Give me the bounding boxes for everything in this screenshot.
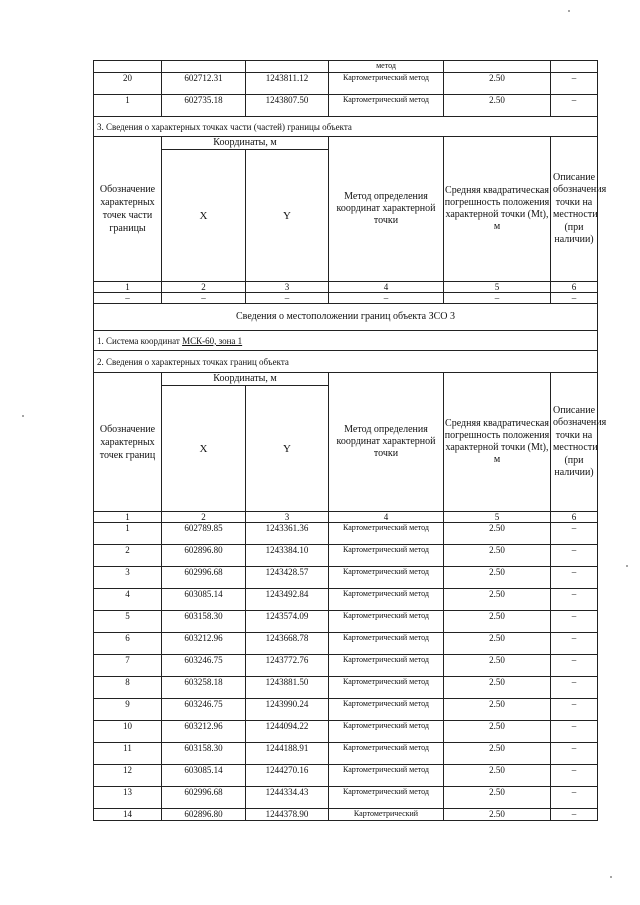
accuracy-cell: 2.50 (444, 633, 551, 655)
table-row (94, 809, 598, 821)
table-row (94, 765, 598, 787)
accuracy-cell: 2.50 (444, 73, 551, 95)
description-cell: – (551, 567, 598, 589)
accuracy-cell: 2.50 (444, 589, 551, 611)
method-cell: Картометрический метод (329, 765, 444, 787)
description-cell: – (551, 611, 598, 633)
empty-cell: – (246, 293, 329, 304)
method-cell: Картометрический метод (329, 743, 444, 765)
method-cell: Картометрический метод (329, 699, 444, 721)
table-row (94, 787, 598, 809)
coord-x-cell: 602996.68 (162, 787, 246, 809)
col-num-2: 2 (162, 282, 246, 293)
scan-speck (568, 10, 570, 12)
col-num-3: 3 (246, 282, 329, 293)
col-num-6: 6 (551, 282, 598, 293)
method-cell: Картометрический (329, 809, 444, 821)
coordinate-system-label: 1. Система координат (97, 335, 180, 346)
coord-x-cell: 603085.14 (162, 589, 246, 611)
coord-x-cell: 602712.31 (162, 73, 246, 95)
section-3-title: 3. Сведения о характерных точках части (частей) границы объекта (94, 117, 598, 137)
accuracy-cell: 2.50 (444, 567, 551, 589)
header-x: X (162, 386, 246, 512)
header-accuracy: Средняя квадратическая погрешность положения характерной точки (Mt), м (444, 373, 551, 512)
header-method: Метод определения координат характерной точки (329, 137, 444, 282)
coord-x-cell: 603246.75 (162, 699, 246, 721)
point-number-cell: 6 (94, 633, 162, 655)
coordinate-system (94, 331, 598, 351)
coord-x-cell: 602996.68 (162, 567, 246, 589)
point-number-cell: 2 (94, 545, 162, 567)
description-cell (551, 61, 598, 73)
table-row (94, 633, 598, 655)
empty-cell: – (551, 293, 598, 304)
col-num-1: 1 (94, 282, 162, 293)
coord-y-cell (246, 61, 329, 73)
description-cell: – (551, 633, 598, 655)
scan-speck (22, 415, 24, 417)
accuracy-cell: 2.50 (444, 545, 551, 567)
coord-x-cell: 603158.30 (162, 611, 246, 633)
table-row (94, 721, 598, 743)
empty-cell: – (329, 293, 444, 304)
table-row (94, 589, 598, 611)
col-num-4: 4 (329, 512, 444, 523)
method-cell: Картометрический метод (329, 721, 444, 743)
accuracy-cell: 2.50 (444, 743, 551, 765)
accuracy-cell: 2.50 (444, 765, 551, 787)
table-row (94, 743, 598, 765)
header-description: Описание обозначения точки на местности (при наличии) (551, 137, 598, 282)
accuracy-cell: 2.50 (444, 721, 551, 743)
coord-x-cell: 602789.85 (162, 523, 246, 545)
col-num-6: 6 (551, 512, 598, 523)
table-row (94, 61, 598, 73)
method-cell: Картометрический метод (329, 787, 444, 809)
table-row (94, 677, 598, 699)
coord-y-cell: 1243668.78 (246, 633, 329, 655)
coord-x-cell: 603212.96 (162, 633, 246, 655)
point-number-cell: 8 (94, 677, 162, 699)
section-3 (94, 117, 607, 304)
method-cell: Картометрический метод (329, 567, 444, 589)
point-number-cell: 20 (94, 73, 162, 95)
col-num-2: 2 (162, 512, 246, 523)
coord-x-cell: 603158.30 (162, 743, 246, 765)
coord-y-cell: 1243811.12 (246, 73, 329, 95)
description-cell: – (551, 699, 598, 721)
point-number-cell: 4 (94, 589, 162, 611)
header-method: Метод определения координат характерной точки (329, 373, 444, 512)
coord-x-cell: 602735.18 (162, 95, 246, 117)
accuracy-cell: 2.50 (444, 523, 551, 545)
coord-x-cell: 603246.75 (162, 655, 246, 677)
coord-y-cell: 1243807.50 (246, 95, 329, 117)
point-number-cell: 1 (94, 523, 162, 545)
description-cell: – (551, 523, 598, 545)
point-number-cell: 13 (94, 787, 162, 809)
empty-cell: – (162, 293, 246, 304)
method-cell: Картометрический метод (329, 95, 444, 117)
points-rows (94, 523, 598, 821)
coord-y-cell: 1244270.16 (246, 765, 329, 787)
zso-section (94, 304, 607, 523)
empty-cell: – (94, 293, 162, 304)
accuracy-cell: 2.50 (444, 677, 551, 699)
header-accuracy: Средняя квадратическая погрешность положения характерной точки (Mt), м (444, 137, 551, 282)
coord-y-cell: 1243384.10 (246, 545, 329, 567)
coordinates-table (93, 60, 607, 821)
method-cell: Картометрический метод (329, 73, 444, 95)
header-x: X (162, 150, 246, 282)
accuracy-cell: 2.50 (444, 699, 551, 721)
description-cell: – (551, 809, 598, 821)
document-page (93, 60, 607, 821)
description-cell: – (551, 589, 598, 611)
coord-x-cell (162, 61, 246, 73)
table-row (94, 545, 598, 567)
coord-x-cell: 602896.80 (162, 545, 246, 567)
header-designation: Обозначение характерных точек части границы (94, 137, 162, 282)
coord-y-cell: 1243772.76 (246, 655, 329, 677)
accuracy-cell (444, 61, 551, 73)
accuracy-cell: 2.50 (444, 809, 551, 821)
table-row (94, 699, 598, 721)
point-number-cell: 11 (94, 743, 162, 765)
header-designation: Обозначение характерных точек границ (94, 373, 162, 512)
coord-y-cell: 1243428.57 (246, 567, 329, 589)
point-number-cell: 5 (94, 611, 162, 633)
table-row (94, 567, 598, 589)
coord-x-cell: 602896.80 (162, 809, 246, 821)
method-cell: метод (329, 61, 444, 73)
coord-y-cell: 1243492.84 (246, 589, 329, 611)
point-number-cell: 12 (94, 765, 162, 787)
coord-y-cell: 1244334.43 (246, 787, 329, 809)
coordinate-system-value: МСК-60, зона 1 (182, 335, 243, 346)
method-cell: Картометрический метод (329, 545, 444, 567)
col-num-5: 5 (444, 512, 551, 523)
description-cell: – (551, 765, 598, 787)
coord-y-cell: 1243361.36 (246, 523, 329, 545)
description-cell: – (551, 787, 598, 809)
point-number-cell: 1 (94, 95, 162, 117)
table-row (94, 523, 598, 545)
method-cell: Картометрический метод (329, 633, 444, 655)
col-num-3: 3 (246, 512, 329, 523)
description-cell: – (551, 73, 598, 95)
method-cell: Картометрический метод (329, 611, 444, 633)
point-number-cell: 9 (94, 699, 162, 721)
coord-x-cell: 603258.18 (162, 677, 246, 699)
table-row (94, 611, 598, 633)
coord-y-cell: 1243881.50 (246, 677, 329, 699)
continued-rows (94, 61, 598, 117)
coord-y-cell: 1244188.91 (246, 743, 329, 765)
method-cell: Картометрический метод (329, 677, 444, 699)
accuracy-cell: 2.50 (444, 95, 551, 117)
zso-title: Сведения о местоположении границ объекта ЗСО 3 (94, 304, 598, 331)
table-row (94, 655, 598, 677)
header-coordinates: Координаты, м (162, 137, 329, 150)
col-num-5: 5 (444, 282, 551, 293)
description-cell: – (551, 545, 598, 567)
point-number-cell: 10 (94, 721, 162, 743)
method-cell: Картометрический метод (329, 589, 444, 611)
description-cell: – (551, 95, 598, 117)
header-description: Описание обозначения точки на местности (при наличии) (551, 373, 598, 512)
description-cell: – (551, 721, 598, 743)
method-cell: Картометрический метод (329, 523, 444, 545)
description-cell: – (551, 655, 598, 677)
point-number-cell (94, 61, 162, 73)
header-y: Y (246, 150, 329, 282)
header-y: Y (246, 386, 329, 512)
description-cell: – (551, 743, 598, 765)
header-coordinates: Координаты, м (162, 373, 329, 386)
accuracy-cell: 2.50 (444, 787, 551, 809)
point-number-cell: 7 (94, 655, 162, 677)
point-number-cell: 14 (94, 809, 162, 821)
scan-speck (626, 565, 628, 567)
empty-cell: – (444, 293, 551, 304)
coord-x-cell: 603212.96 (162, 721, 246, 743)
col-num-4: 4 (329, 282, 444, 293)
coord-y-cell: 1243990.24 (246, 699, 329, 721)
description-cell: – (551, 677, 598, 699)
point-number-cell: 3 (94, 567, 162, 589)
col-num-1: 1 (94, 512, 162, 523)
coord-y-cell: 1243574.09 (246, 611, 329, 633)
section-2-title: 2. Сведения о характерных точках границ объекта (94, 351, 598, 373)
coord-y-cell: 1244094.22 (246, 721, 329, 743)
accuracy-cell: 2.50 (444, 655, 551, 677)
coord-x-cell: 603085.14 (162, 765, 246, 787)
method-cell: Картометрический метод (329, 655, 444, 677)
table-row (94, 95, 598, 117)
accuracy-cell: 2.50 (444, 611, 551, 633)
scan-speck (610, 876, 612, 878)
table-row (94, 73, 598, 95)
coord-y-cell: 1244378.90 (246, 809, 329, 821)
